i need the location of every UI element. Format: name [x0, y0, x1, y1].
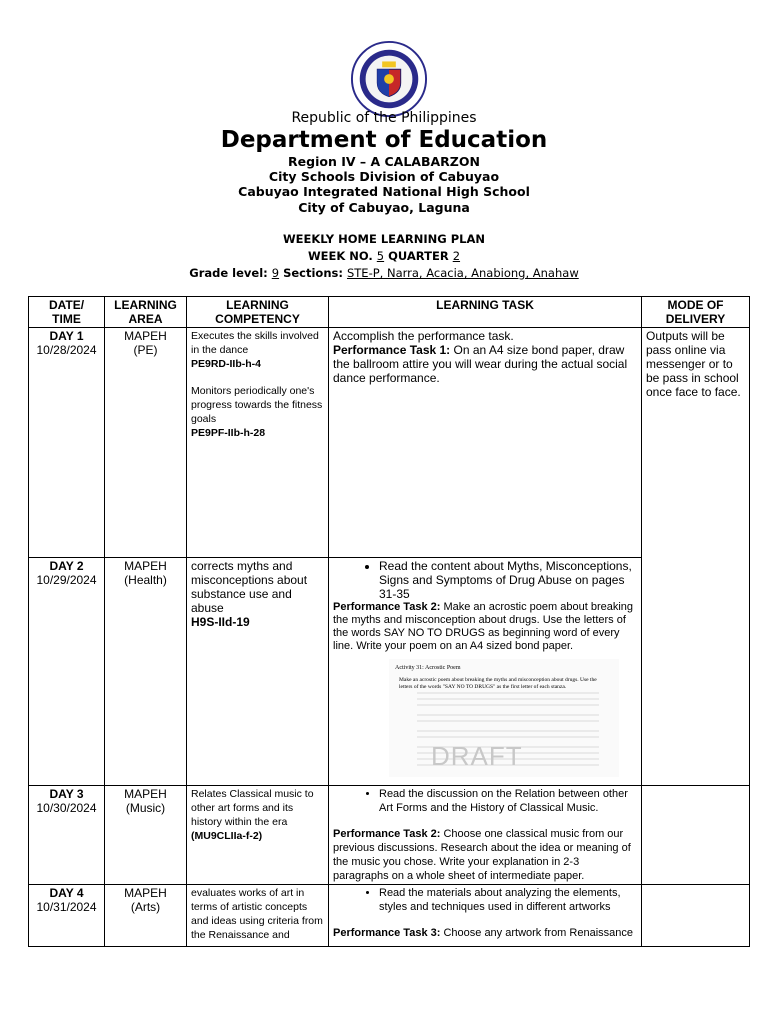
draft-watermark: DRAFT	[431, 741, 523, 771]
area-sub: (PE)	[133, 343, 158, 357]
date-cell	[29, 786, 105, 885]
learning-plan-table	[28, 296, 750, 947]
date-cell	[29, 328, 105, 558]
task-intro: Accomplish the performance task.	[333, 329, 514, 343]
header-delivery: MODE OF DELIVERY	[642, 297, 750, 328]
area-name: MAPEH	[124, 559, 167, 573]
day-label: DAY 2	[49, 559, 84, 573]
task-cell	[329, 786, 642, 885]
performance-task-text: Make an acrostic poem about breaking the myths and misconception about drugs. Use the letters of the words SAY NO TO DRUGS as beginning word of every line. Write your poem on an A4 sized bond paper.	[333, 601, 634, 652]
division-line: City Schools Division of Cabuyao	[268, 169, 500, 184]
table-row	[29, 328, 750, 558]
grade-label: Grade level:	[189, 266, 268, 280]
performance-task-text: Choose one classical music from our previous discussions. Research about the idea or meaning of the music you chose. Write your explanation in 2-3 paragraphs on a whole sheet of intermediate paper.	[333, 828, 631, 882]
competency-cell	[187, 558, 329, 786]
quarter-label: QUARTER	[388, 249, 449, 263]
performance-task-label: Performance Task 1:	[333, 343, 451, 357]
table-row	[29, 885, 750, 947]
delivery-cell	[642, 328, 750, 558]
date-value: 10/29/2024	[36, 573, 97, 587]
image-activity-title: Activity 31: Acrostic Poem	[395, 665, 461, 671]
school-line: Cabuyao Integrated National High School	[238, 184, 530, 199]
performance-task-label: Performance Task 2:	[333, 828, 441, 840]
delivery-text: Outputs will be pass online via messenger or to be pass in school once face to face.	[646, 329, 741, 399]
image-instructions: Make an acrostic poem about breaking the myths and misconception about drugs. Use the letters of the words "SAY NO TO DRUGS" as the first letter of each stanza.	[399, 677, 597, 690]
table-header-row	[29, 297, 750, 328]
competency-code: PE9RD-IIb-h-4	[191, 358, 262, 370]
area-cell	[105, 885, 187, 947]
department-title: Department of Education	[220, 127, 548, 153]
competency-text: evaluates works of art in terms of artistic concepts and ideas using criteria from the Renaissance and	[191, 887, 323, 941]
day-label: DAY 3	[49, 787, 84, 801]
area-cell	[105, 558, 187, 786]
task-bullet: • Read the materials about analyzing the elements, styles and techniques used in different artworks	[379, 886, 637, 914]
competency-text: Relates Classical music to other art forms and its history within the era	[191, 788, 314, 828]
task-cell	[329, 885, 642, 947]
republic-line: Republic of the Philippines	[291, 110, 477, 126]
area-sub: (Arts)	[130, 900, 161, 914]
competency-text: corrects myths and misconceptions about substance use and abuse	[191, 559, 308, 615]
date-cell	[29, 885, 105, 947]
header-area: LEARNING AREA	[105, 297, 187, 328]
competency-text: Executes the skills involved in the dance	[191, 330, 319, 356]
area-sub: (Music)	[125, 801, 166, 815]
header-competency: LEARNING COMPETENCY	[187, 297, 329, 328]
table-row	[29, 558, 750, 786]
deped-seal-logo	[350, 40, 428, 118]
date-cell	[29, 558, 105, 786]
competency-cell	[187, 885, 329, 947]
competency-cell	[187, 786, 329, 885]
delivery-cell	[642, 885, 750, 947]
performance-task-text: On an A4 size bond paper, draw the ballroom attire you will wear during the actual social dance performance.	[333, 343, 628, 385]
area-cell	[105, 786, 187, 885]
area-name: MAPEH	[124, 329, 167, 343]
task-bullet: • Read the discussion on the Relation between other Art Forms and the History of Classical Music.	[379, 787, 637, 815]
task-cell	[329, 558, 642, 786]
header-date: DATE/ TIME	[29, 297, 105, 328]
performance-task-text: Choose any artwork from Renaissance	[443, 927, 633, 939]
grade-value: 9	[271, 266, 280, 280]
competency-cell	[187, 328, 329, 558]
week-label: WEEK NO.	[307, 249, 373, 263]
delivery-cell	[642, 558, 750, 786]
date-value: 10/30/2024	[36, 801, 97, 815]
task-bullet: • Read the content about Myths, Misconceptions, Signs and Symptoms of Drug Abuse on pages 31-35	[379, 559, 637, 601]
city-line: City of Cabuyao, Laguna	[298, 200, 470, 215]
competency-code: PE9PF-IIb-h-28	[191, 427, 266, 439]
day-label: DAY 1	[49, 329, 84, 343]
date-value: 10/28/2024	[36, 343, 97, 357]
competency-code: H9S-IId-19	[191, 615, 250, 629]
sections-label: Sections:	[283, 266, 343, 280]
week-value: 5	[376, 249, 385, 263]
acrostic-poem-image	[389, 659, 619, 777]
header-task: LEARNING TASK	[329, 297, 642, 328]
performance-task-label: Performance Task 2:	[333, 601, 441, 613]
sections-value: STE-P, Narra, Acacia, Anabiong, Anahaw	[346, 266, 579, 280]
week-quarter-line	[0, 249, 768, 263]
area-name: MAPEH	[124, 886, 167, 900]
task-cell	[329, 328, 642, 558]
area-sub: (Health)	[124, 573, 167, 587]
plan-title: WEEKLY HOME LEARNING PLAN	[282, 232, 486, 246]
region-line: Region IV – A CALABARZON	[288, 154, 480, 169]
performance-task-label: Performance Task 3:	[333, 927, 441, 939]
competency-text: Monitors periodically one's progress towards the fitness goals	[191, 385, 323, 425]
area-cell	[105, 328, 187, 558]
delivery-cell	[642, 786, 750, 885]
grade-sections-line	[0, 266, 768, 280]
date-value: 10/31/2024	[36, 900, 97, 914]
day-label: DAY 4	[49, 886, 84, 900]
quarter-value: 2	[452, 249, 461, 263]
area-name: MAPEH	[124, 787, 167, 801]
table-row	[29, 786, 750, 885]
competency-code: (MU9CLIIa-f-2)	[191, 830, 263, 842]
